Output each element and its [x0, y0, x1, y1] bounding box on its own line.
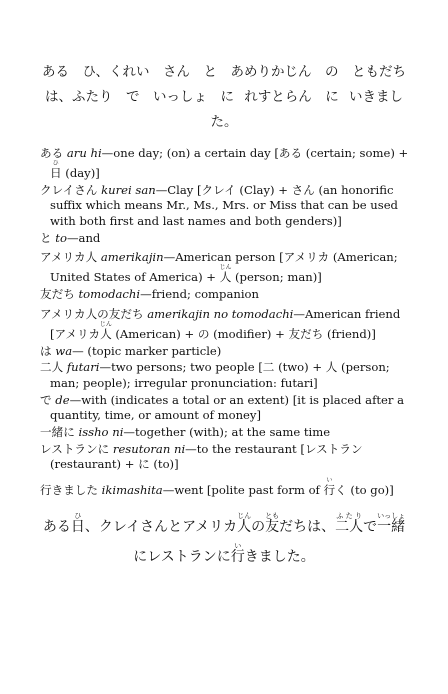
sentence-text: 、クレイさんとアメリカ	[84, 519, 238, 535]
entry-headword: は	[40, 343, 52, 358]
sentence-text: ある	[42, 519, 71, 535]
entry-romaji: kurei san	[101, 182, 156, 197]
glossary-entry	[40, 477, 412, 499]
sentence-kanji: 友とも	[265, 512, 280, 535]
sentence-kanji-reading: じん	[237, 512, 252, 520]
definition-kanji: 日ひ	[50, 160, 62, 180]
entry-definition: —with (indicates a total or an extent) [it is placed after a quantity, time, or amount of money]	[50, 392, 405, 423]
glossary-entry	[40, 344, 412, 360]
glossary-entry	[40, 183, 412, 230]
entry-definition: —went [polite past form of	[162, 483, 324, 497]
kana-paragraph: ある ひ、くれい さん と あめりかじん の ともだち は、ふたり で いっしょ に れすとらん に いきました。	[42, 64, 420, 130]
final-sentence	[38, 512, 410, 572]
glossary-entry	[40, 146, 412, 182]
entry-headword: レストランに	[40, 441, 110, 456]
entry-romaji: ikimashita	[101, 483, 163, 497]
entry-definition-tail: く (to go)]	[335, 483, 394, 497]
definition-kanji-reading: ひ	[50, 160, 62, 167]
entry-romaji: resutoran ni	[112, 441, 186, 456]
entry-romaji: futari	[66, 360, 100, 375]
glossary-entry	[40, 231, 412, 247]
sentence-kanji-reading: ひ	[70, 512, 85, 520]
entry-romaji: amerikajin no tomodachi	[147, 306, 294, 321]
entry-definition: —to the restaurant [レストラン (restaurant) + に (to)]	[50, 441, 363, 472]
entry-headword: アメリカ人	[40, 250, 98, 265]
entry-definition-tail: (American) + の (modifier) + 友だち (friend)]	[111, 326, 376, 341]
entry-definition: —American friend [アメリカ	[50, 306, 401, 341]
glossary-entry	[40, 307, 412, 343]
entry-romaji: amerikajin	[100, 250, 164, 265]
entry-definition: —American person [アメリカ (American; United States of America) +	[50, 250, 398, 285]
entry-definition-tail: (day)]	[61, 166, 100, 180]
entry-romaji: aru hi	[66, 146, 102, 160]
sentence-text: きました。	[244, 549, 315, 565]
entry-headword: ある	[40, 146, 64, 160]
sentence-kanji-reading: ふたり	[335, 512, 364, 520]
entry-definition: —one day; (on) a certain day [ある (certain; some) +	[101, 146, 409, 160]
sentence-kanji: 一緒いっしょ	[377, 512, 406, 535]
definition-kanji: 行い	[323, 477, 336, 497]
definition-kanji-reading: い	[323, 477, 336, 484]
sentence-kanji: 人じん	[237, 512, 252, 535]
glossary-entry	[40, 393, 412, 424]
sentence-text: で	[363, 519, 378, 535]
entry-romaji: issho ni	[78, 425, 124, 440]
sentence-text: の	[251, 519, 266, 535]
entry-romaji: to	[55, 230, 67, 245]
entry-definition: — (topic marker particle)	[72, 343, 222, 358]
entry-headword: 友だち	[40, 287, 75, 302]
sentence-kanji-reading: いっしょ	[377, 512, 406, 520]
sentence-kanji-reading: とも	[265, 512, 280, 520]
entry-headword: で	[40, 392, 52, 407]
entry-definition: —together (with); at the same time	[123, 425, 331, 440]
entry-headword: 一緒に	[40, 425, 75, 440]
entry-definition-tail: (person; man)]	[231, 270, 322, 285]
glossary-entry	[40, 250, 412, 286]
entry-romaji: tomodachi	[78, 287, 141, 302]
entry-headword: クレイさん	[40, 182, 98, 197]
glossary	[40, 142, 412, 500]
sentence-text: にレストランに	[133, 549, 231, 565]
entry-definition: —and	[66, 230, 101, 245]
entry-definition: —two persons; two people [二 (two) + 人 (person; man; people); irregular pronunciation: futari]	[50, 360, 390, 390]
entry-headword: と	[40, 230, 52, 245]
definition-kanji-reading: じん	[219, 264, 232, 272]
entry-headword: 二人	[40, 360, 64, 375]
sentence-kanji-reading: い	[230, 542, 245, 550]
definition-kanji: 人じん	[219, 264, 232, 285]
glossary-entry	[40, 360, 412, 391]
entry-definition: —friend; companion	[140, 287, 260, 302]
sentence-kanji: 二人ふたり	[335, 512, 364, 535]
entry-romaji: wa	[55, 343, 73, 358]
sentence-kanji: 行い	[230, 542, 245, 565]
sentence-text: だちは、	[279, 519, 336, 535]
entry-headword: アメリカ人の友だち	[40, 306, 144, 321]
glossary-entry	[40, 287, 412, 303]
entry-definition: —Clay [クレイ (Clay) + さん (an honorific suffix which means Mr., Ms., Mrs. or Miss that can be used with both first and last names and both genders)]	[50, 182, 398, 228]
entry-headword: 行きました	[40, 483, 98, 497]
sentence-kanji: 日ひ	[70, 512, 85, 535]
glossary-entry	[40, 425, 412, 441]
entry-romaji: de	[55, 392, 70, 407]
definition-kanji-reading: じん	[99, 320, 112, 328]
glossary-entry	[40, 442, 412, 473]
definition-kanji: 人じん	[99, 320, 112, 341]
